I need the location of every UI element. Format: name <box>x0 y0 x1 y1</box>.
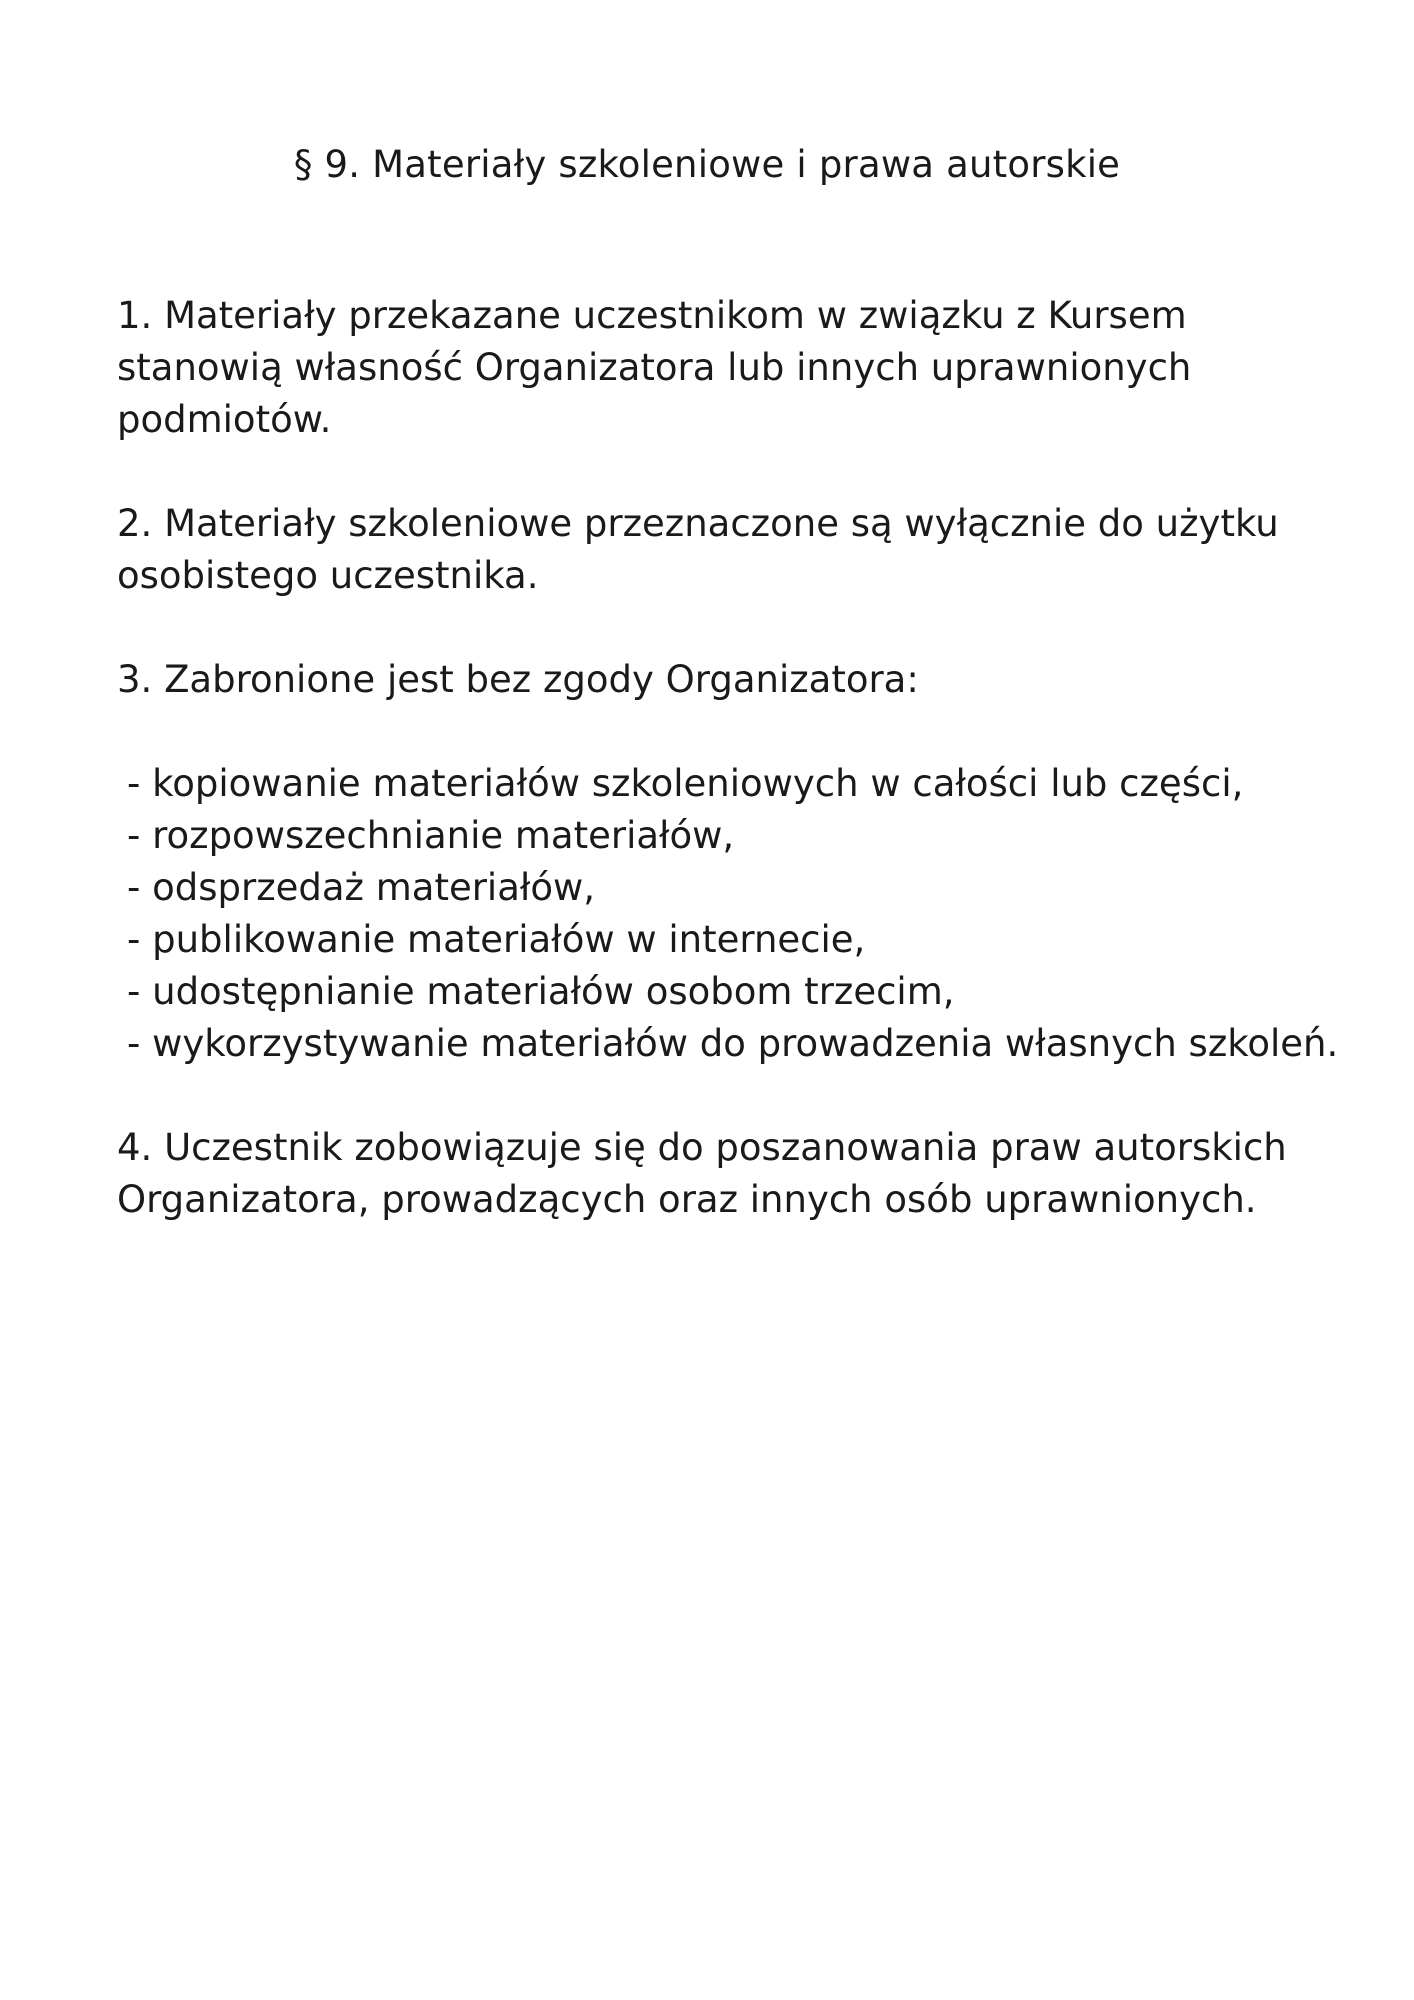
list-item: - publikowanie materiałów w internecie, <box>127 918 866 961</box>
paragraph-2: 2. Materiały szkoleniowe przeznaczone są wyłącznie do użytku osobistego uczestnika. <box>117 502 1279 597</box>
list-item: - wykorzystywanie materiałów do prowadzenia własnych szkoleń. <box>127 1022 1339 1065</box>
list-item: - rozpowszechnianie materiałów, <box>127 814 735 857</box>
list-item: - kopiowanie materiałów szkoleniowych w całości lub części, <box>127 762 1244 805</box>
document-body <box>117 290 1347 1226</box>
paragraph-4: 4. Uczestnik zobowiązuje się do poszanowania praw autorskich Organizatora, prowadzących oraz innych osób uprawnionych. <box>117 1126 1287 1221</box>
list-item: - udostępnianie materiałów osobom trzecim, <box>127 970 955 1013</box>
paragraph-3: 3. Zabronione jest bez zgody Organizatora: <box>117 658 919 701</box>
list-item: - odsprzedaż materiałów, <box>127 866 596 909</box>
section-title: § 9. Materiały szkoleniowe i prawa autorskie <box>293 143 1121 186</box>
paragraph-1: 1. Materiały przekazane uczestnikom w związku z Kursem stanowią własność Organizatora lub innych uprawnionych podmiotów. <box>117 294 1192 441</box>
prohibited-list <box>117 758 1347 1070</box>
